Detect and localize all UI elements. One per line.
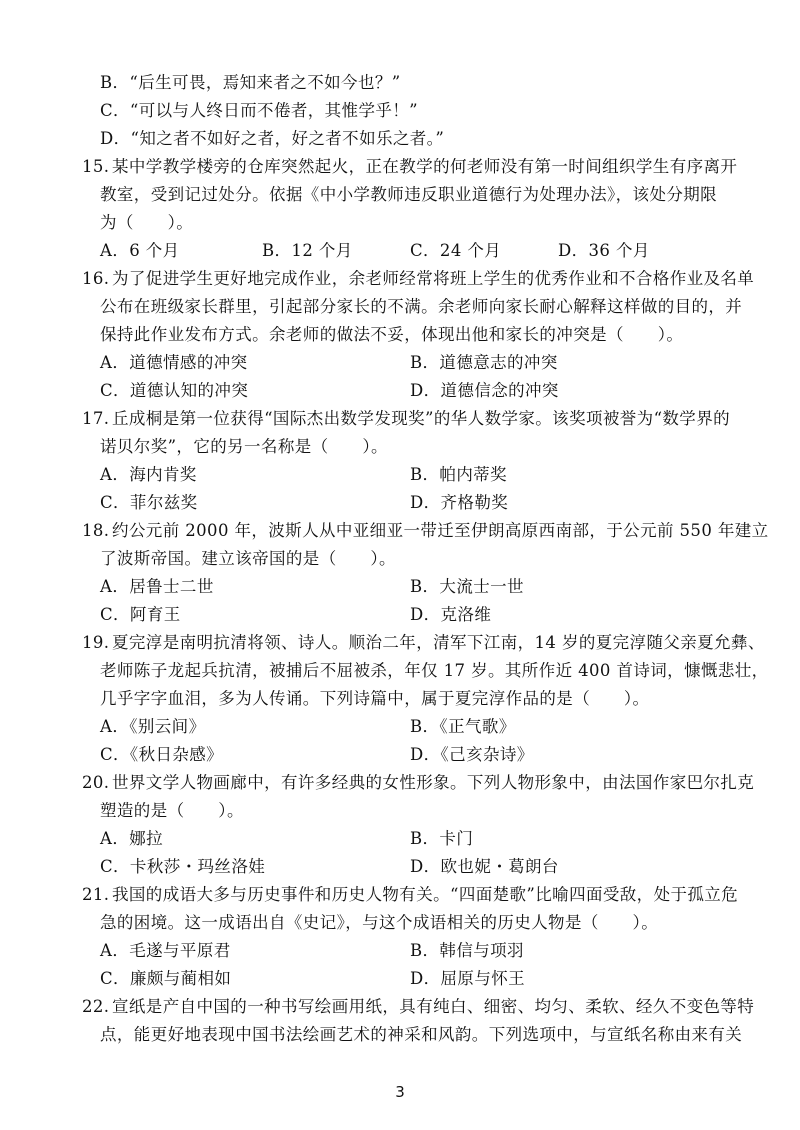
question-15-stem-line: 15. 某中学教学楼旁的仓库突然起火，正在教学的何老师没有第一时间组织学生有序离开 (82, 157, 738, 176)
question-21-stem-line: 21. 我国的成语大多与历史事件和历史人物有关。“四面楚歌”比喻四面受敌，处于孤立危 (82, 885, 739, 904)
option-d: D．《己亥杂诗》 (410, 745, 534, 764)
option-c: C．菲尔兹奖 (100, 493, 198, 512)
option-b: B．《正气歌》 (410, 717, 516, 736)
option-a: A．娜拉 (100, 829, 164, 848)
question-19-stem-line: 老师陈子龙起兵抗清，被捕后不屈被杀，年仅 17 岁。其所作近 400 首诗词，慷慨悲壮， (100, 661, 769, 680)
question-number: 20. (82, 773, 110, 792)
option-a: A．居鲁士二世 (100, 577, 214, 596)
question-18-stem-line: 了波斯帝国。建立该帝国的是（ ）。 (100, 549, 396, 568)
option-d: D．屈原与怀王 (410, 969, 526, 988)
option-d: D．“知之者不如好之者，好之者不如乐之者。” (100, 129, 445, 148)
option-c: C．道德认知的冲突 (100, 381, 249, 400)
option-b: B．“后生可畏，焉知来者之不如今也？” (100, 73, 401, 92)
option-d: D．道德信念的冲突 (410, 381, 559, 400)
question-15-stem-line: 教室，受到记过处分。依据《中小学教师违反职业道德行为处理办法》，该处分期限 (100, 185, 718, 204)
question-19-stem-line: 几乎字字血泪，多为人传诵。下列诗篇中，属于夏完淳作品的是（ ）。 (100, 689, 650, 708)
option-b: B．帕内蒂奖 (410, 465, 508, 484)
question-18-stem-line: 18. 约公元前 2000 年，波斯人从中亚细亚一带迁至伊朗高原西南部，于公元前 550 年建立 (82, 521, 769, 540)
option-a: A．道德情感的冲突 (100, 353, 248, 372)
option-c: C．24 个月 (410, 241, 502, 260)
question-17-stem-line: 17. 丘成桐是第一位获得“国际杰出数学发现奖”的华人数学家。该奖项被誉为“数学界的 (82, 409, 731, 428)
option-d: D．36 个月 (558, 241, 650, 260)
question-number: 18. (82, 521, 110, 540)
option-b: B．12 个月 (262, 241, 353, 260)
page-number: 3 (395, 1083, 405, 1101)
question-19-stem-line: 19. 夏完淳是南明抗清将领、诗人。顺治二年，清军下江南，14 岁的夏完淳随父亲夏允彝、 (82, 633, 765, 652)
option-c: C．阿育王 (100, 605, 181, 624)
option-b: B．大流士一世 (410, 577, 524, 596)
question-number: 21. (82, 885, 110, 904)
question-number: 17. (82, 409, 110, 428)
option-c: C．卡秋莎・玛丝洛娃 (100, 857, 266, 876)
question-20-stem-line: 塑造的是（ ）。 (100, 801, 244, 820)
option-d: D．齐格勒奖 (410, 493, 509, 512)
question-16-stem-line: 公布在班级家长群里，引起部分家长的不满。余老师向家长耐心解释这样做的目的，并 (100, 297, 743, 316)
option-d: D．欧也妮・葛朗台 (410, 857, 559, 876)
option-a: A．海内肯奖 (100, 465, 197, 484)
question-number: 19. (82, 633, 110, 652)
question-21-stem-line: 急的困境。这一成语出自《史记》，与这个成语相关的历史人物是（ ）。 (100, 913, 659, 932)
option-c: C．《秋日杂感》 (100, 745, 224, 764)
question-22-stem-line: 22. 宣纸是产自中国的一种书写绘画用纸，具有纯白、细密、均匀、柔软、经久不变色等特 (82, 997, 755, 1016)
option-d: D．克洛维 (410, 605, 492, 624)
option-c: C．“可以与人终日而不倦者，其惟学乎！” (100, 101, 418, 120)
option-a: A．6 个月 (100, 241, 180, 260)
option-b: B．道德意志的冲突 (410, 353, 558, 372)
question-number: 16. (82, 269, 110, 288)
option-b: B．韩信与项羽 (410, 941, 524, 960)
question-16-stem-line: 16. 为了促进学生更好地完成作业，余老师经常将班上学生的优秀作业和不合格作业及名单 (82, 269, 755, 288)
question-number: 22. (82, 997, 110, 1016)
option-a: A．毛遂与平原君 (100, 941, 231, 960)
question-20-stem-line: 20. 世界文学人物画廊中，有许多经典的女性形象。下列人物形象中，由法国作家巴尔扎克 (82, 773, 755, 792)
question-15-stem-line: 为（ ）。 (100, 213, 194, 232)
question-number: 15. (82, 157, 110, 176)
option-c: C．廉颇与蔺相如 (100, 969, 232, 988)
option-a: A．《别云间》 (100, 717, 206, 736)
question-16-stem-line: 保持此作业发布方式。余老师的做法不妥，体现出他和家长的冲突是（ ）。 (100, 325, 684, 344)
question-17-stem-line: 诺贝尔奖”，它的另一名称是（ ）。 (100, 437, 388, 456)
option-b: B．卡门 (410, 829, 474, 848)
question-22-stem-line: 点，能更好地表现中国书法绘画艺术的神采和风韵。下列选项中，与宣纸名称由来有关 (100, 1025, 743, 1044)
